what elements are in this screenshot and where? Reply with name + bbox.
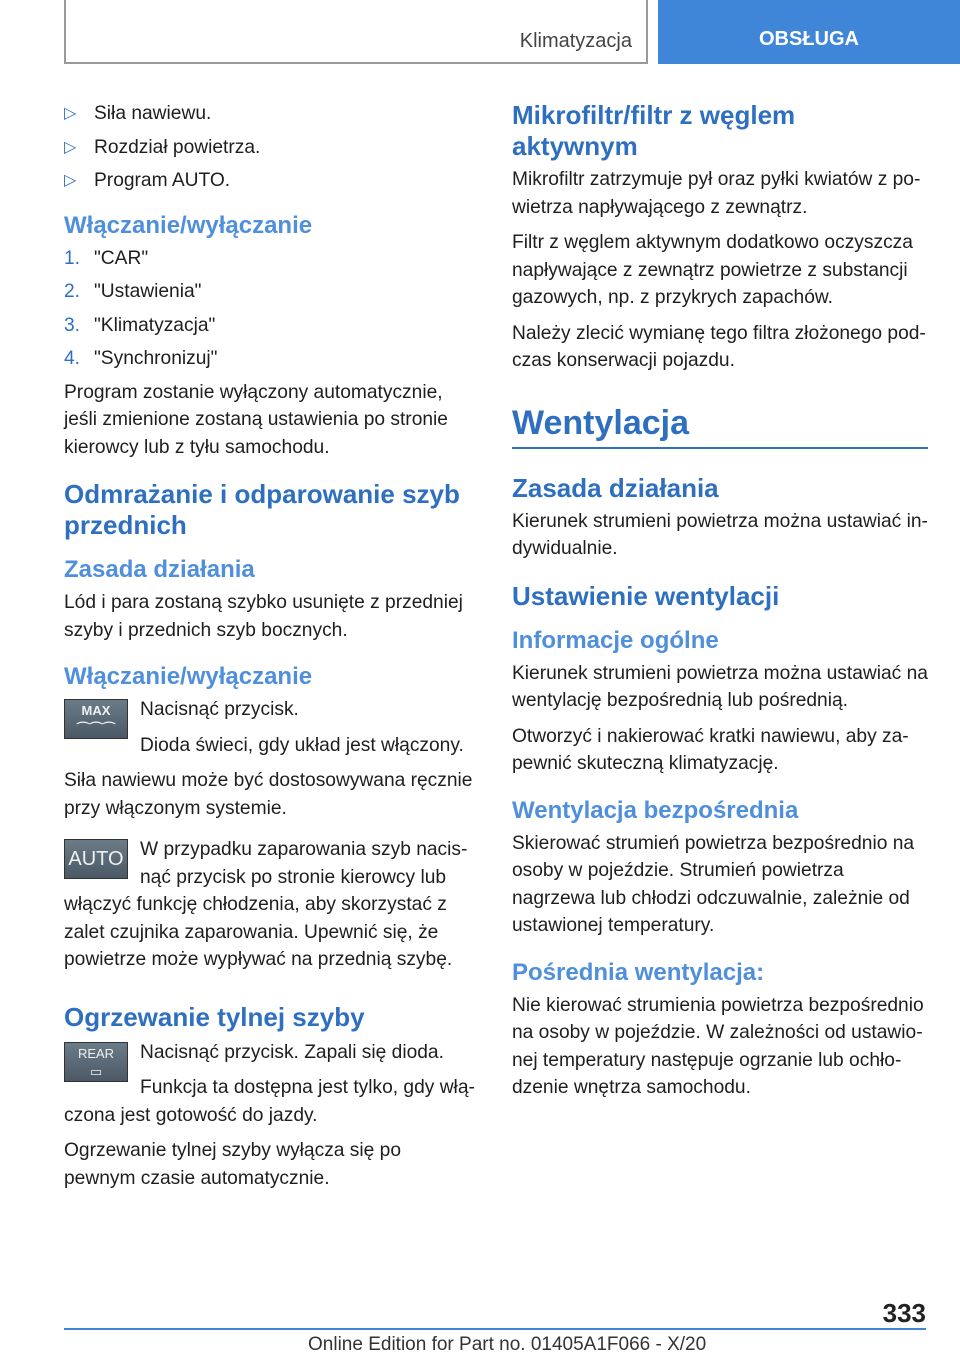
heading-rear-heating: Ogrzewanie tylnej szyby <box>64 1001 365 1032</box>
auto-block <box>64 836 476 974</box>
paragraph: Kierunek strumieni powietrza można ustawiać na wentylację bezpośrednią lub pośrednią. <box>512 662 928 711</box>
paragraph: Mikrofiltr zatrzymuje pył oraz pyłki kwiatów z powietrza napływającego z zewnątrz. <box>512 169 921 218</box>
rear-defrost-button-icon: REAR ▭ <box>64 1042 128 1082</box>
triangle-bullet-icon: ▷ <box>64 138 77 156</box>
triangle-bullet-icon: ▷ <box>64 105 77 122</box>
auto-button-icon: AUTO <box>64 839 128 879</box>
chapter-title: Klimatyzacja <box>519 30 632 52</box>
heading-onoff-2: Włączanie/wyłączanie <box>64 663 313 690</box>
defrost-symbol-icon: ⌒⌒⌒ <box>76 721 116 736</box>
paragraph: W przypadku zaparowania szyb nacisnąć przycisk po stronie kierowcy lub włączyć funkcję chłodzenia, aby skorzystać z zalet czujnika zaparowania. Upewnić się, że powietrze może wypływać na przednią szybę. <box>64 839 468 970</box>
paragraph: Lód i para zostaną szybko usunięte z przedniej szyby i przednich szyb bocznych. <box>64 592 463 641</box>
paragraph: Dioda świeci, gdy układ jest włączony. <box>140 734 464 756</box>
triangle-bullet-icon: ▷ <box>64 172 77 189</box>
paragraph: Nacisnąć przycisk. Zapali się dioda. <box>140 1041 444 1063</box>
list-item: 1. "CAR" <box>64 247 149 269</box>
paragraph: Należy zlecić wymianę tego filtra złożonego podczas konserwacji pojazdu. <box>512 322 926 371</box>
section-tab[interactable]: OBSŁUGA <box>658 0 960 64</box>
header-box <box>64 0 648 64</box>
paragraph: Filtr z węglem aktywnym dodatkowo oczyszcza napływające z zewnątrz powietrze z substancji gazowych, np. z przykrych zapachów. <box>512 232 913 308</box>
paragraph: Siła nawiewu może być dostosowywana ręcznie przy włączonym systemie. <box>64 770 473 819</box>
rear-block <box>64 1039 476 1130</box>
heading-onoff: Włączanie/wyłączanie <box>64 211 313 239</box>
rear-window-heat-icon: ▭ <box>89 1063 103 1079</box>
heading-rule <box>512 447 928 449</box>
paragraph: Funkcja ta dostępna jest tylko, gdy włączona jest gotowość do jazdy. <box>64 1077 475 1126</box>
paragraph: Nacisnąć przycisk. <box>140 699 299 720</box>
right-column <box>512 100 928 1110</box>
list-item: ▷ Program AUTO. <box>64 167 476 195</box>
footer-edition: Online Edition for Part no. 01405A1F066 - X/20 <box>308 1334 707 1355</box>
list-item: ▷ Siła nawiewu. <box>64 100 476 128</box>
heading-indirect: Pośrednia wentylacja: <box>512 958 765 986</box>
heading-defrost: Odmrażanie i odparowanie szyb przednich <box>64 479 460 540</box>
list-item: 2. "Ustawienia" <box>64 281 202 302</box>
list-item: 4. "Synchronizuj" <box>64 348 218 369</box>
list-item: 3. "Klimatyzacja" <box>64 314 216 336</box>
footer-rule <box>64 1328 926 1330</box>
paragraph: Ogrzewanie tylnej szyby wyłącza się po pewnym czasie automatycznie. <box>64 1140 401 1189</box>
paragraph: Nie kierować strumienia powietrza bezpośrednio na osoby w pojeździe. W zależności od ustawionej temperatury następuje ogrzanie lub ochłodzenie wnętrza samochodu. <box>512 994 924 1098</box>
chapter-heading-ventilation: Wentylacja <box>512 403 690 442</box>
heading-principle: Zasada działania <box>64 556 255 583</box>
paragraph: Otworzyć i nakierować kratki nawiewu, aby zapewnić skuteczną klimatyzację. <box>512 725 909 774</box>
paragraph: Kierunek strumieni powietrza można ustawiać indywidualnie. <box>512 510 928 559</box>
page-number: 333 <box>882 1298 926 1328</box>
max-defrost-button-icon: MAX ⌒⌒⌒ <box>64 699 128 739</box>
list-item: ▷ Rozdział powietrza. <box>64 134 476 162</box>
heading-setting: Ustawienie wentylacji <box>512 580 780 611</box>
paragraph: Program zostanie wyłączony automatycznie, jeśli zmienione zostaną ustawienia po stronie kierowcy lub z tyłu samochodu. <box>64 381 448 458</box>
heading-filter: Mikrofiltr/filtr z węglem aktywnym <box>512 100 796 161</box>
left-column <box>64 100 476 1200</box>
paragraph: Skierować strumień powietrza bezpośrednio na osoby w pojeździe. Strumień powietrza nagrzewa lub chłodzi odczuwalnie, zależnie od ustawionej temperatury. <box>512 832 915 936</box>
max-block <box>64 696 476 767</box>
heading-principle: Zasada działania <box>512 472 719 503</box>
heading-direct: Wentylacja bezpośrednia <box>512 796 799 824</box>
heading-general: Informacje ogólne <box>512 626 719 654</box>
